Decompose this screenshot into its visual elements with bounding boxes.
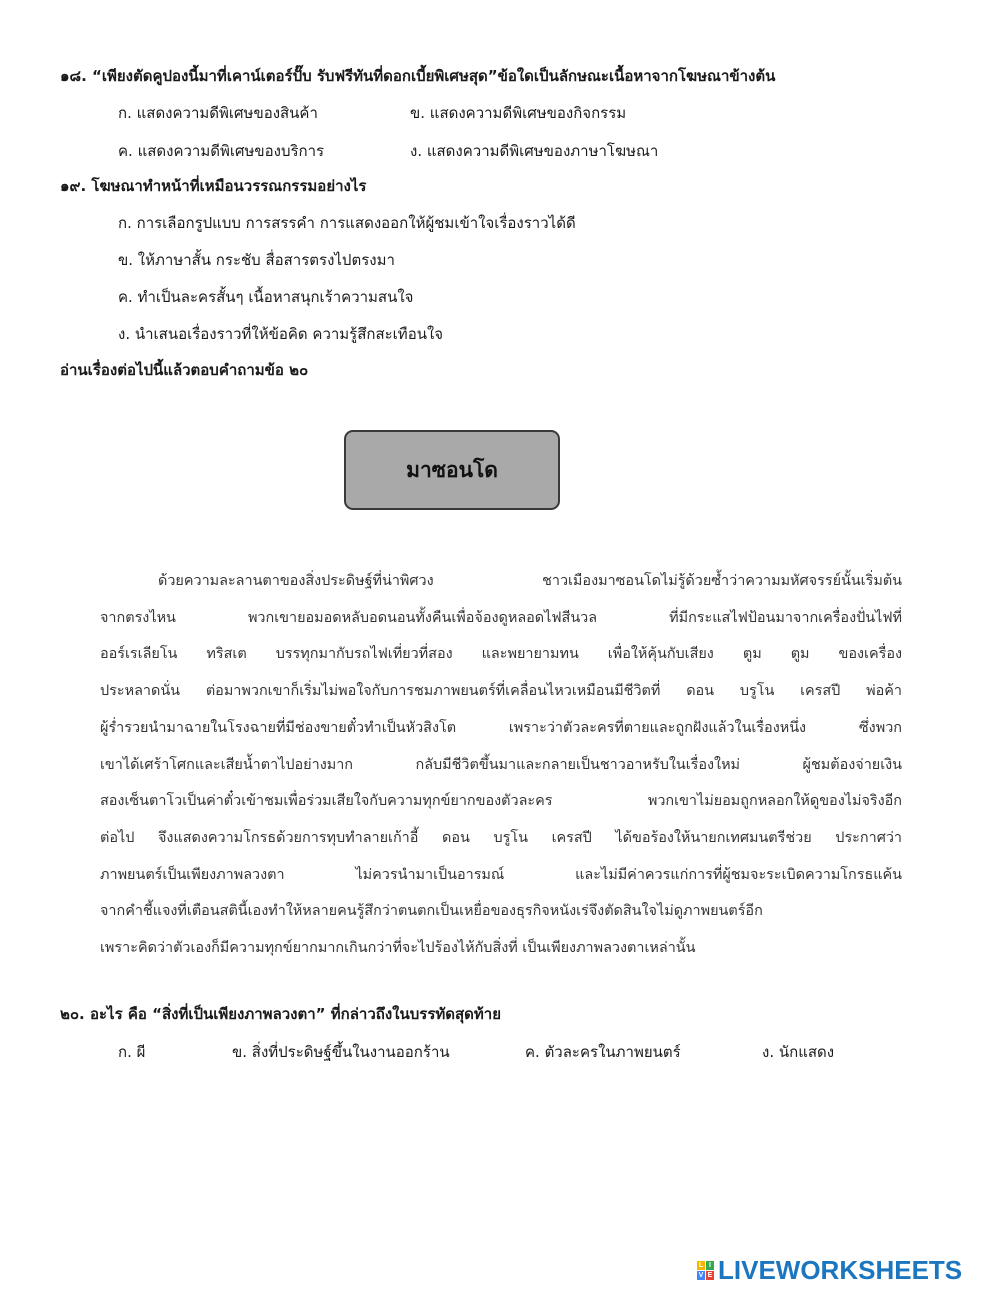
q20-option-c[interactable]: ค. ตัวละครในภาพยนตร์ (525, 1043, 681, 1061)
q19-option-d[interactable]: ง. นำเสนอเรื่องราวที่ให้ข้อคิด ความรู้สึกสะเทือนใจ (118, 325, 444, 343)
logo-mark-letter: L (698, 1262, 704, 1269)
logo-mark-letter: E (707, 1272, 713, 1279)
story-passage (100, 563, 902, 967)
q20-option-b[interactable]: ข. สิ่งที่ประดิษฐ์ขึ้นในงานออกร้าน (232, 1043, 450, 1061)
story-line: ประหลาดนั่น ต่อมาพวกเขาก็เริ่มไม่พอใจกับการชมภาพยนตร์ที่เคลื่อนไหวเหมือนมีชีวิตที่ ดอน บรูโน เครสปี พ่อค้า (100, 683, 902, 700)
question-20: ๒๐. อะไร คือ “สิ่งที่เป็นเพียงภาพลวงตา” ที่กล่าวถึงในบรรทัดสุดท้าย (60, 1005, 502, 1023)
q19-option-b[interactable]: ข. ให้ภาษาสั้น กระชับ สื่อสารตรงไปตรงมา (118, 251, 395, 269)
q18-option-a[interactable]: ก. แสดงความดีพิเศษของสินค้า (118, 104, 318, 122)
liveworksheets-logo (697, 1255, 962, 1286)
story-line: เพราะคิดว่าตัวเองก็มีความทุกข์ยากมากเกินกว่าที่จะไปร้องไห้กับสิ่งที่ เป็นเพียงภาพลวงตาเหล่านั้น (100, 940, 696, 957)
q19-option-a[interactable]: ก. การเลือกรูปแบบ การสรรคำ การแสดงออกให้ผู้ชมเข้าใจเรื่องราวได้ดี (118, 214, 576, 232)
q18-option-c[interactable]: ค. แสดงความดีพิเศษของบริการ (118, 142, 325, 160)
liveworksheets-mark-icon (697, 1261, 714, 1280)
story-line: เขาได้เศร้าโศกและเสียน้ำตาไปอย่างมาก กลับมีชีวิตขึ้นมาและกลายเป็นชาวอาหรับในเรื่องใหม่ ผู้ชมต้องจ่ายเงิน (100, 756, 902, 773)
logo-mark-letter: I (706, 1261, 714, 1270)
reading-instruction: อ่านเรื่องต่อไปนี้แล้วตอบคำถามข้อ ๒๐ (60, 361, 309, 379)
q18-option-b[interactable]: ข. แสดงความดีพิเศษของกิจกรรม (410, 104, 627, 122)
q18-option-d[interactable]: ง. แสดงความดีพิเศษของภาษาโฆษณา (410, 142, 659, 160)
story-line: ออร์เรเลียโน ทริสเต บรรทุกมากับรถไฟเที่ยวที่สอง และพยายามทน เพื่อให้คุ้นกับเสียง ตูม ตูม ของเครื่อง (100, 646, 902, 663)
story-line: สองเซ็นตาโวเป็นค่าตั๋วเข้าชมเพื่อร่วมเสียใจกับความทุกข์ยากของตัวละคร พวกเขาไม่ยอมถูกหลอกให้ดูของไม่จริงอีก (100, 793, 902, 810)
q20-option-a[interactable]: ก. ผี (118, 1043, 146, 1061)
story-line: ต่อไป จึงแสดงความโกรธด้วยการทุบทำลายเก้าอี้ ดอน บรูโน เครสปี ได้ขอร้องให้นายกเทศมนตรีช่วย ประกาศว่า (100, 829, 902, 846)
story-title-box (344, 430, 560, 510)
story-line: จากตรงไหน พวกเขายอมอดหลับอดนอนทั้งคืนเพื่อจ้องดูหลอดไฟสีนวล ที่มีกระแสไฟป้อนมาจากเครื่องปั่นไฟที่ (100, 609, 902, 626)
story-line: จากคำชี้แจงที่เตือนสตินี้เองทำให้หลายคนรู้สึกว่าตนตกเป็นเหยื่อของธุรกิจหนังเร่จึงตัดสินใจไม่ดูภาพยนตร์อีก (100, 903, 763, 920)
q20-option-d[interactable]: ง. นักแสดง (762, 1043, 835, 1061)
question-19: ๑๙. โฆษณาทำหน้าที่เหมือนวรรณกรรมอย่างไร (60, 177, 367, 195)
logo-mark-letter: V (698, 1272, 704, 1279)
question-18: ๑๘. “เพียงตัดคูปองนี้มาที่เคาน์เตอร์ปั๊บ รับฟรีทันที่ดอกเบี้ยพิเศษสุด”ข้อใดเป็นลักษณะเนื้อหาจากโฆษณาข้างต้น (60, 67, 776, 85)
story-line: ด้วยความละลานตาของสิ่งประดิษฐ์ที่น่าพิศวง ชาวเมืองมาซอนโดไม่รู้ด้วยซ้ำว่าความมหัศจรรย์นั้นเริ่มต้น (158, 573, 902, 589)
story-title: มาซอนโด (406, 457, 498, 482)
logo-text: LIVEWORKSHEETS (718, 1255, 963, 1285)
story-line: ภาพยนตร์เป็นเพียงภาพลวงตา ไม่ควรนำมาเป็นอารมณ์ และไม่มีค่าควรแก่การที่ผู้ชมจะระเบิดความโกรธแค้น (100, 866, 902, 883)
story-line: ผู้ร่ำรวยนำมาฉายในโรงฉายที่มีช่องขายตั๋วทำเป็นหัวสิงโต เพราะว่าตัวละครที่ตายและถูกฝังแล้วในเรื่องหนึ่ง ซึ่งพวก (100, 719, 902, 736)
q19-option-c[interactable]: ค. ทำเป็นละครสั้นๆ เนื้อหาสนุกเร้าความสนใจ (118, 288, 414, 306)
